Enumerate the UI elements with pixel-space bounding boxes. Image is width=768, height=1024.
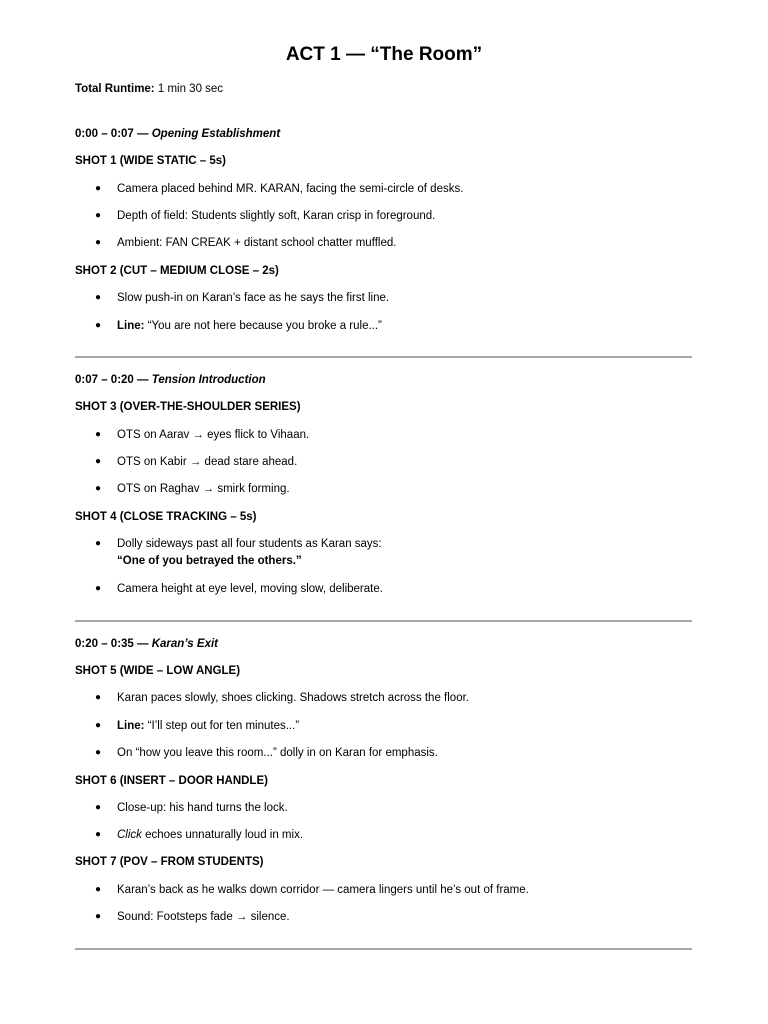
- section-name: Opening Establishment: [151, 128, 281, 140]
- section-heading-tension: [75, 374, 266, 386]
- list-item: ● Click echoes unnaturally loud in mix.: [95, 829, 304, 841]
- section-heading-opening: [75, 128, 280, 140]
- shot-heading-5: SHOT 5 (WIDE – LOW ANGLE): [75, 665, 241, 677]
- section-divider: [75, 356, 692, 358]
- list-item: ● Ambient: FAN CREAK + distant school chatter muffled.: [95, 237, 397, 249]
- list-item: ● Sound: Footsteps fade → silence.: [95, 911, 290, 923]
- list-item: ● Karan’s back as he walks down corridor — camera lingers until he’s out of frame.: [95, 884, 529, 896]
- dialogue-quote: “One of you betrayed the others.”: [117, 555, 302, 567]
- list-item: ● Camera height at eye level, moving slow, deliberate.: [95, 583, 383, 595]
- shot-heading-6: SHOT 6 (INSERT – DOOR HANDLE): [75, 775, 268, 787]
- shot-heading-7: SHOT 7 (POV – FROM STUDENTS): [75, 856, 264, 868]
- list-item: ● Line: “I’ll step out for ten minutes...”: [95, 720, 300, 732]
- list-item: ● Dolly sideways past all four students as Karan says:: [95, 538, 382, 550]
- list-item: ● Camera placed behind MR. KARAN, facing the semi-circle of desks.: [95, 183, 464, 195]
- shot-heading-1: SHOT 1 (WIDE STATIC – 5s): [75, 155, 227, 167]
- list-item: ● OTS on Kabir → dead stare ahead.: [95, 456, 298, 468]
- list-item: ● Line: “You are not here because you broke a rule...”: [95, 320, 382, 332]
- total-runtime: [75, 83, 223, 95]
- section-time: 0:00 – 0:07 —: [75, 128, 152, 140]
- list-item: ● Close-up: his hand turns the lock.: [95, 802, 288, 814]
- list-item: ● OTS on Aarav → eyes flick to Vihaan.: [95, 429, 310, 441]
- shot-heading-4: SHOT 4 (CLOSE TRACKING – 5s): [75, 511, 257, 523]
- shot-heading-2: SHOT 2 (CUT – MEDIUM CLOSE – 2s): [75, 265, 279, 277]
- list-item: ● Karan paces slowly, shoes clicking. Shadows stretch across the floor.: [95, 692, 469, 704]
- list-item: ● On “how you leave this room...” dolly in on Karan for emphasis.: [95, 747, 438, 759]
- list-item: ● Slow push-in on Karan’s face as he says the first line.: [95, 292, 390, 304]
- section-divider: [75, 948, 692, 950]
- section-name: Karan’s Exit: [151, 638, 218, 650]
- section-time: 0:20 – 0:35 —: [75, 638, 152, 650]
- runtime-label: Total Runtime:: [75, 83, 155, 95]
- section-name: Tension Introduction: [151, 374, 266, 386]
- shot-heading-3: SHOT 3 (OVER-THE-SHOULDER SERIES): [75, 401, 301, 413]
- section-divider: [75, 620, 692, 622]
- section-time: 0:07 – 0:20 —: [75, 374, 152, 386]
- runtime-value: 1 min 30 sec: [154, 83, 224, 95]
- list-item: ● Depth of field: Students slightly soft, Karan crisp in foreground.: [95, 210, 436, 222]
- section-heading-exit: [75, 638, 218, 650]
- list-item: ● OTS on Raghav → smirk forming.: [95, 483, 290, 495]
- document-title: ACT 1 — “The Room”: [285, 44, 483, 65]
